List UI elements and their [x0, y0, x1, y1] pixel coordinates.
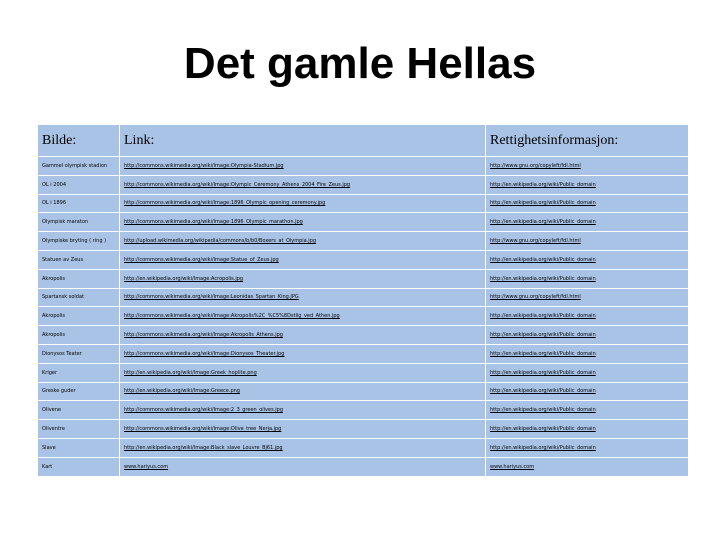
table-row — [38, 232, 689, 251]
rights-cell — [486, 363, 689, 382]
table-row — [38, 194, 689, 213]
rights-cell — [486, 457, 689, 476]
rights-link[interactable]: http://www.gnu.org/copyleft/fdl.html — [490, 294, 581, 301]
image-name-cell: Kart — [38, 457, 120, 476]
source-link[interactable]: http://commons.wikimedia.org/wiki/Image:1896_Olympic_opening_ceremony.jpg — [124, 200, 326, 207]
source-link[interactable]: http://commons.wikimedia.org/wiki/Image:Akropolis_Athens.jpg — [124, 332, 283, 339]
table-row — [38, 363, 689, 382]
link-cell — [120, 269, 486, 288]
link-cell — [120, 175, 486, 194]
image-name-cell: Slave — [38, 438, 120, 457]
header-rights: Rettighetsinformasjon: — [486, 125, 689, 157]
link-cell — [120, 382, 486, 401]
source-link[interactable]: http://commons.wikimedia.org/wiki/Image:2_3_green_olives.jpg — [124, 407, 283, 414]
rights-link[interactable]: http://en.wikipedia.org/wiki/Public_domain — [490, 219, 596, 226]
rights-link[interactable]: http://www.gnu.org/copyleft/fdl.html — [490, 162, 581, 169]
table-row — [38, 157, 689, 176]
image-name-cell: Olympiske bryting ( ring ) — [38, 232, 120, 251]
rights-link[interactable]: http://en.wikipedia.org/wiki/Public_domain — [490, 444, 596, 451]
rights-cell — [486, 157, 689, 176]
rights-link[interactable]: http://en.wikipedia.org/wiki/Public_domain — [490, 200, 596, 207]
source-link[interactable]: http://en.wikipedia.org/wiki/Image:Greece.png — [124, 388, 240, 395]
link-cell — [120, 420, 486, 439]
rights-link[interactable]: http://en.wikipedia.org/wiki/Public_domain — [490, 350, 596, 357]
table-header-row — [38, 125, 689, 157]
image-name-cell: OL i 2004 — [38, 175, 120, 194]
rights-link[interactable]: http://en.wikipedia.org/wiki/Public_domain — [490, 256, 596, 263]
table-row — [38, 175, 689, 194]
link-cell — [120, 250, 486, 269]
table-row — [38, 307, 689, 326]
table-row — [38, 344, 689, 363]
rights-cell — [486, 307, 689, 326]
table-row — [38, 326, 689, 345]
rights-link[interactable]: http://en.wikipedia.org/wiki/Public_domain — [490, 181, 596, 188]
image-name-cell: OL i 1896 — [38, 194, 120, 213]
link-cell — [120, 401, 486, 420]
source-link[interactable]: http://en.wikipedia.org/wiki/Image:Acropolis.jpg — [124, 275, 244, 282]
source-link[interactable]: http://commons.wikimedia.org/wiki/Image:Akropolis%2C_%C5%8Dstlig_ved_Athen.jpg — [124, 313, 340, 320]
image-name-cell: Dionysos Teater — [38, 344, 120, 363]
source-link[interactable]: http://en.wikipedia.org/wiki/Image:Greek_hoplite.png — [124, 369, 257, 376]
image-name-cell: Gammel olympisk stadion — [38, 157, 120, 176]
image-name-cell: Akropolis — [38, 269, 120, 288]
rights-link[interactable]: http://en.wikipedia.org/wiki/Public_domain — [490, 369, 596, 376]
link-cell — [120, 457, 486, 476]
table-row — [38, 420, 689, 439]
image-name-cell: Kriger — [38, 363, 120, 382]
table-row — [38, 213, 689, 232]
rights-cell — [486, 250, 689, 269]
link-cell — [120, 232, 486, 251]
table-row — [38, 438, 689, 457]
source-link[interactable]: http://commons.wikimedia.org/wiki/Image:Olive_tree_Nerja.jpg — [124, 426, 282, 433]
rights-cell — [486, 194, 689, 213]
header-image: Bilde: — [38, 125, 120, 157]
link-cell — [120, 288, 486, 307]
source-link[interactable]: http://commons.wikimedia.org/wiki/Image:Statue_of_Zeus.jpg — [124, 256, 279, 263]
rights-link[interactable]: http://en.wikipedia.org/wiki/Public_domain — [490, 313, 596, 320]
source-link[interactable]: http://upload.wikimedia.org/wikipedia/commons/b/b0/Boxers_at_Olympia.jpg — [124, 238, 317, 245]
link-cell — [120, 307, 486, 326]
rights-cell — [486, 326, 689, 345]
rights-cell — [486, 401, 689, 420]
rights-cell — [486, 288, 689, 307]
source-link[interactable]: http://commons.wikimedia.org/wiki/Image:1896_Olympic_marathon.jpg — [124, 219, 303, 226]
rights-cell — [486, 420, 689, 439]
table-row — [38, 401, 689, 420]
link-cell — [120, 157, 486, 176]
rights-link[interactable]: http://en.wikipedia.org/wiki/Public_domain — [490, 332, 596, 339]
link-cell — [120, 363, 486, 382]
rights-link[interactable]: http://en.wikipedia.org/wiki/Public_domain — [490, 407, 596, 414]
rights-cell — [486, 438, 689, 457]
source-link[interactable]: www.hariyus.com — [124, 463, 169, 470]
image-name-cell: Akropolis — [38, 307, 120, 326]
source-link[interactable]: http://commons.wikimedia.org/wiki/Image:Leonidas_Spartan_King.JPG — [124, 294, 299, 301]
header-link: Link: — [120, 125, 486, 157]
rights-cell — [486, 344, 689, 363]
image-name-cell: Akropolis — [38, 326, 120, 345]
table-row — [38, 288, 689, 307]
table-row — [38, 457, 689, 476]
rights-cell — [486, 213, 689, 232]
link-cell — [120, 344, 486, 363]
rights-cell — [486, 232, 689, 251]
image-name-cell: Oliventre — [38, 420, 120, 439]
rights-link[interactable]: www.hariyus.com — [490, 463, 535, 470]
rights-link[interactable]: http://en.wikipedia.org/wiki/Public_domain — [490, 426, 596, 433]
source-link[interactable]: http://commons.wikimedia.org/wiki/Image:Olympia-Stadium.jpg — [124, 162, 284, 169]
image-name-cell: Olympisk maraton — [38, 213, 120, 232]
slide-title: Det gamle Hellas — [183, 39, 537, 88]
rights-cell — [486, 382, 689, 401]
rights-link[interactable]: http://www.gnu.org/copyleft/fdl.html — [490, 238, 581, 245]
source-link[interactable]: http://commons.wikimedia.org/wiki/Image:Olympic_Ceremony_Athens_2004_Fire_Zeus.jpg — [124, 181, 351, 188]
image-name-cell: Olivene — [38, 401, 120, 420]
source-link[interactable]: http://commons.wikimedia.org/wiki/Image:Dionysos_Theater.jpg — [124, 350, 285, 357]
link-cell — [120, 326, 486, 345]
rights-cell — [486, 269, 689, 288]
image-name-cell: Spartansk soldat — [38, 288, 120, 307]
rights-cell — [486, 175, 689, 194]
table-body — [38, 157, 689, 477]
credits-table — [37, 124, 689, 477]
link-cell — [120, 438, 486, 457]
table-row — [38, 269, 689, 288]
link-cell — [120, 194, 486, 213]
table-row — [38, 250, 689, 269]
image-name-cell: Statuen av Zeus — [38, 250, 120, 269]
source-link[interactable]: http://en.wikipedia.org/wiki/Image:Black_slave_Louvre_Bj61.jpg — [124, 444, 283, 451]
link-cell — [120, 213, 486, 232]
rights-link[interactable]: http://en.wikipedia.org/wiki/Public_domain — [490, 388, 596, 395]
rights-link[interactable]: http://en.wikipedia.org/wiki/Public_domain — [490, 275, 596, 282]
table-row — [38, 382, 689, 401]
image-name-cell: Greske guder — [38, 382, 120, 401]
